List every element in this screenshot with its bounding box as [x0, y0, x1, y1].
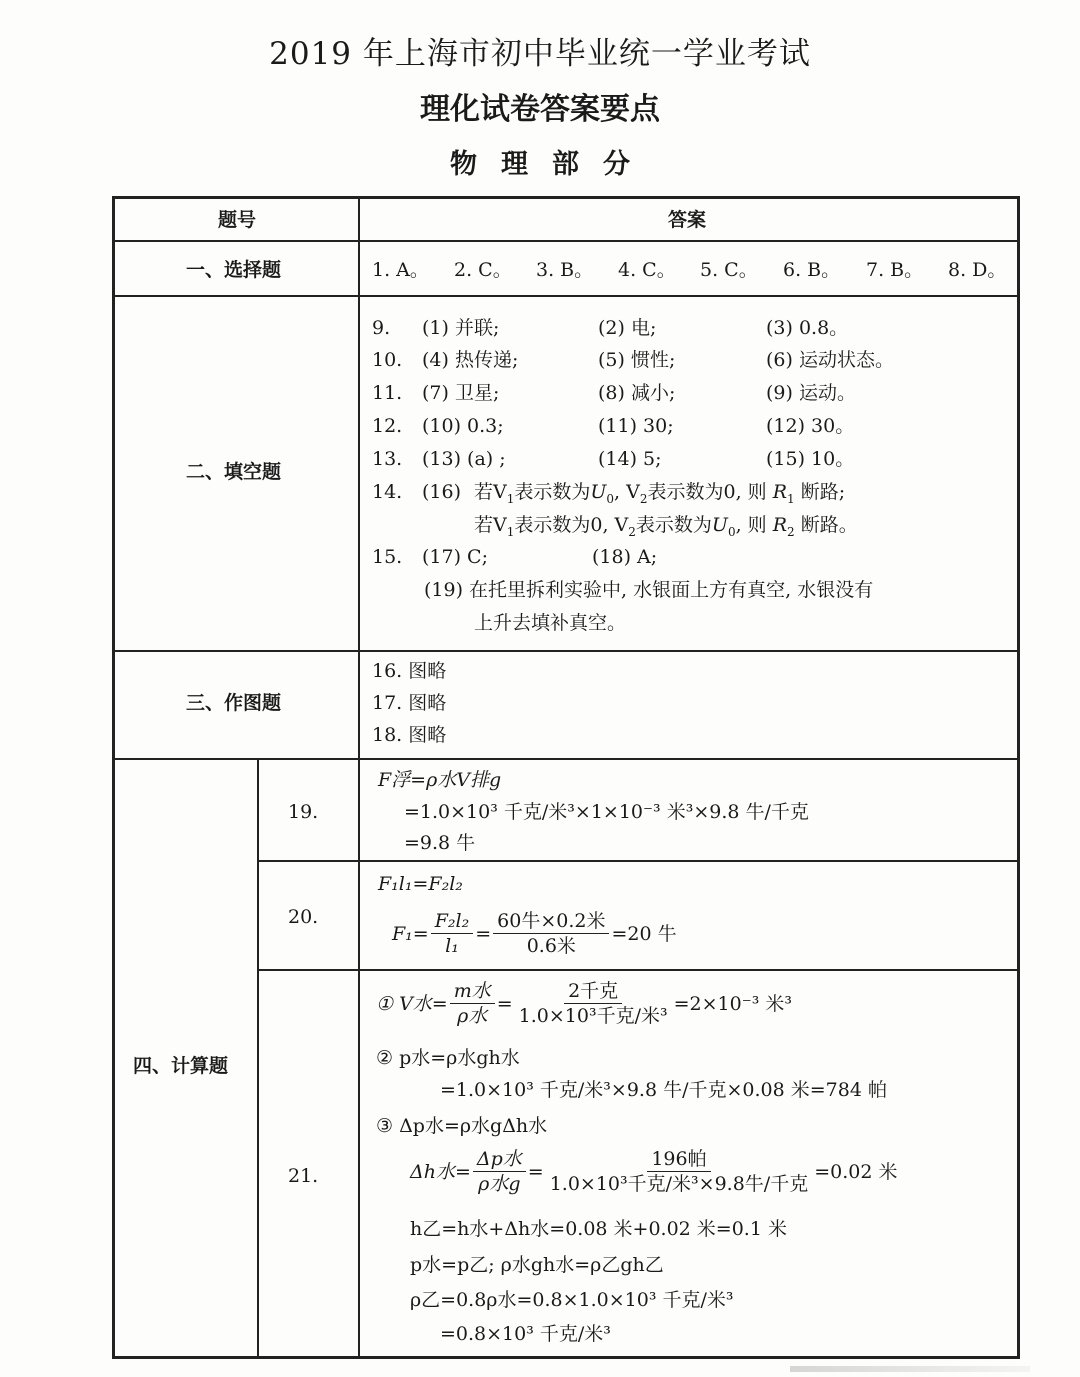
fill-row-12: [372, 414, 854, 438]
row-line: [112, 758, 1020, 760]
question-no: 15.: [372, 546, 403, 568]
draw-answer: 16. 图略: [372, 660, 447, 682]
answer-blank: (8) 减小;: [598, 382, 676, 404]
answer-line: (19) 在托里拆利实验中, 水银面上方有真空, 水银没有: [424, 579, 874, 601]
formula-fraction-line: F₁= $\frac{\text{F₂l₂}}{\text{l₁}}$ = $\frac{\text{60牛×0.2米}}{\text{0.6米}}$ =20 牛: [392, 910, 677, 957]
question-no: 11.: [372, 382, 403, 404]
answer-blank: (11) 30;: [598, 415, 674, 437]
fraction: $\frac{\text{m水}}{\text{ρ水}}$: [450, 980, 495, 1027]
formula-line: F浮=ρ水V排g: [378, 769, 502, 791]
fill-row-11: [372, 381, 856, 405]
answer-line: 若$V_1$表示数为$U_0$, $V_2$表示数为0, 则 $R_1$ 断路;: [474, 481, 846, 506]
answer-line: 若$V_1$表示数为0, $V_2$表示数为$U_0$, 则 $R_2$ 断路。: [474, 514, 858, 539]
fill-row-14: [372, 480, 845, 504]
formula-line: =1.0×10³ 千克/米³×1×10⁻³ 米³×9.8 牛/千克: [404, 801, 809, 823]
fraction: $\frac{\text{196帕}}{\text{1.0×10³千克/米³×9.8牛/千克}}$: [549, 1148, 809, 1195]
question-no: 9.: [372, 317, 391, 339]
choice-answer: 7. B。: [866, 259, 924, 281]
choice-answer: 3. B。: [536, 259, 594, 281]
fraction: $\frac{\text{2千克}}{\text{1.0×10³千克/米³}}$: [518, 980, 668, 1027]
formula-line: F₁l₁=F₂l₂: [378, 873, 463, 895]
doc-subtitle: 理化试卷答案要点: [420, 92, 660, 127]
table-border-right: [1017, 196, 1020, 1359]
answer-line: 上升去填补真空。: [474, 612, 627, 634]
doc-title: 2019 年上海市初中毕业统一学业考试: [269, 36, 811, 72]
scan-mark: [790, 1366, 1030, 1372]
fraction: $\frac{\text{Δp水}}{\text{ρ水g}}$: [473, 1148, 526, 1195]
row-line: [257, 969, 1020, 971]
row-line: [112, 650, 1020, 652]
question-no: 21.: [288, 1165, 319, 1187]
fill-row-15: [372, 545, 657, 569]
header-question-no: 题号: [218, 209, 257, 231]
choice-answer: 2. C。: [454, 259, 512, 281]
answer-blank: (7) 卫星;: [422, 382, 500, 404]
formula-line: =9.8 牛: [404, 832, 476, 854]
fraction: $\frac{\text{60牛×0.2米}}{\text{0.6米}}$: [493, 910, 609, 957]
table-divider-calc-sub: [257, 760, 259, 1359]
question-no: 20.: [288, 906, 319, 928]
formula-line: p水=p乙; ρ水gh水=ρ乙gh乙: [410, 1254, 664, 1276]
answer-blank: (3) 0.8。: [766, 317, 849, 339]
table-divider-vertical: [358, 196, 360, 1359]
answer-blank: (6) 运动状态。: [766, 349, 894, 371]
table-border-top: [112, 196, 1020, 199]
formula-line: ③ Δp水=ρ水gΔh水: [376, 1115, 548, 1137]
row-line: [112, 240, 1020, 242]
choice-answer: 1. A。: [372, 259, 429, 281]
section-calc-label: 四、计算题: [133, 1055, 229, 1077]
answer-blank: (15) 10。: [766, 448, 855, 470]
answer-blank: (10) 0.3;: [422, 415, 504, 437]
answer-blank: (5) 惯性;: [598, 349, 676, 371]
answer-blank: (13) (a) ;: [422, 448, 506, 470]
section-draw-label: 三、作图题: [186, 692, 282, 714]
fill-row-10: [372, 348, 894, 372]
answer-blank: (1) 并联;: [422, 317, 500, 339]
question-no: 12.: [372, 415, 403, 437]
fill-row-13: [372, 447, 854, 471]
answer-tag: (16): [422, 481, 462, 503]
answer-blank: (9) 运动。: [766, 382, 856, 404]
fraction: $\frac{\text{F₂l₂}}{\text{l₁}}$: [431, 910, 474, 957]
table-border-left: [112, 196, 115, 1359]
table-border-bottom: [112, 1356, 1020, 1359]
answer-blank: (12) 30。: [766, 415, 855, 437]
answer-blank: (18) A;: [592, 546, 658, 568]
formula-fraction-line: ① V水= $\frac{\text{m水}}{\text{ρ水}}$ = $\frac{\text{2千克}}{\text{1.0×10³千克/米³}}$ =2×10⁻³ 米³: [376, 980, 793, 1027]
choice-answer: 6. B。: [783, 259, 841, 281]
section-choice-label: 一、选择题: [186, 259, 282, 281]
draw-answer: 17. 图略: [372, 692, 447, 714]
formula-line: =0.8×10³ 千克/米³: [440, 1323, 611, 1345]
row-line: [112, 295, 1020, 297]
formula-line: =1.0×10³ 千克/米³×9.8 牛/千克×0.08 米=784 帕: [440, 1079, 887, 1101]
formula-line: h乙=h水+Δh水=0.08 米+0.02 米=0.1 米: [410, 1218, 787, 1240]
formula-fraction-line: Δh水= $\frac{\text{Δp水}}{\text{ρ水g}}$ = $\frac{\text{196帕}}{\text{1.0×10³千克/米³×9.8牛/千克}}$ =0.02 米: [410, 1148, 898, 1195]
choice-answer: 8. D。: [948, 259, 1007, 281]
question-no: 19.: [288, 801, 319, 823]
draw-answer: 18. 图略: [372, 724, 447, 746]
answer-blank: (14) 5;: [598, 448, 662, 470]
row-line: [257, 860, 1020, 862]
question-no: 13.: [372, 448, 403, 470]
formula-line: ρ乙=0.8ρ水=0.8×1.0×10³ 千克/米³: [410, 1289, 734, 1311]
answer-blank: (4) 热传递;: [422, 349, 519, 371]
answer-blank: (17) C;: [422, 546, 488, 568]
question-no: 10.: [372, 349, 403, 371]
section-title: 物理部分: [450, 149, 654, 180]
header-answer: 答案: [668, 209, 707, 231]
answer-blank: (2) 电;: [598, 317, 657, 339]
choice-answer: 5. C。: [700, 259, 758, 281]
section-fill-label: 二、填空题: [186, 461, 282, 483]
choice-answer: 4. C。: [618, 259, 676, 281]
fill-row-9: [372, 316, 848, 340]
formula-line: ② p水=ρ水gh水: [376, 1047, 520, 1069]
question-no: 14.: [372, 481, 403, 503]
